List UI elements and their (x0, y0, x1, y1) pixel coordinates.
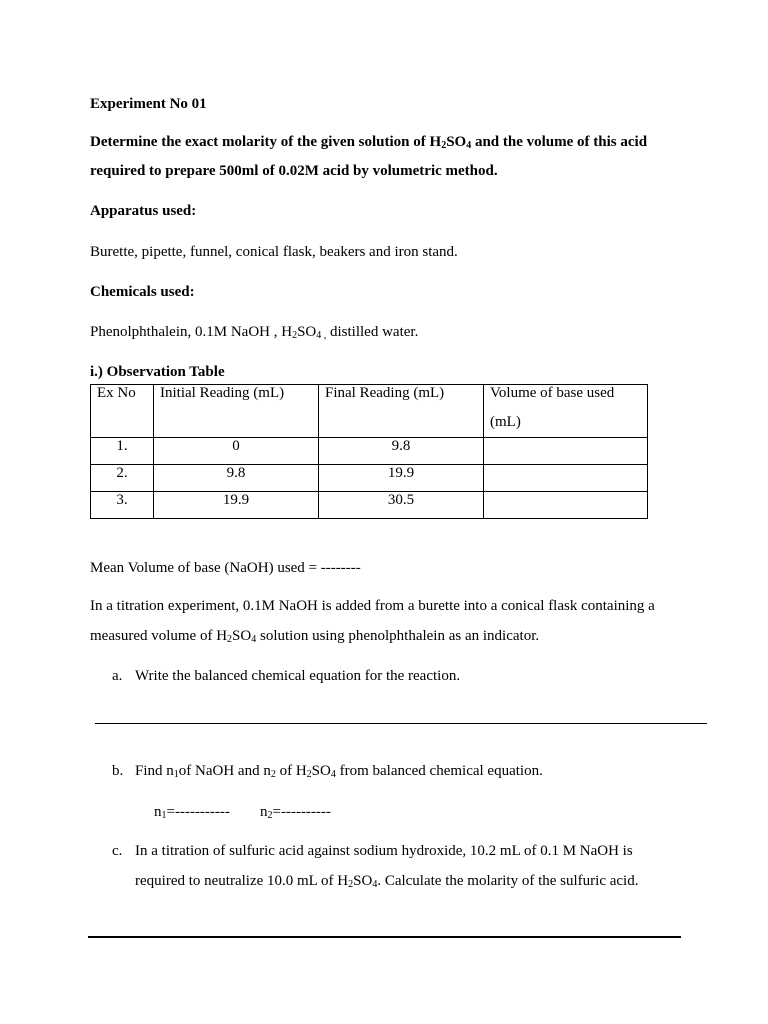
question-a-marker: a. (112, 668, 123, 684)
cell-final: 19.9 (319, 465, 484, 492)
cell-ex: 3. (91, 492, 154, 519)
question-c-line-1: In a titration of sulfuric acid against sodium hydroxide, 10.2 mL of 0.1 M NaOH is (135, 843, 633, 859)
column-header-initial-reading: Initial Reading (mL) (154, 385, 319, 438)
chemicals-text: Phenolphthalein, 0.1M NaOH , $H_2SO_{4 ,}$ distilled water. (90, 324, 419, 341)
table-header-row (91, 385, 648, 438)
answer-line-a (95, 723, 707, 724)
cell-final: 30.5 (319, 492, 484, 519)
n2-blank: $n_2=----------$ (260, 804, 331, 821)
chemicals-heading: Chemicals used: (90, 284, 195, 300)
column-header-final-reading: Final Reading (mL) (319, 385, 484, 438)
column-header-volume-used: Volume of base used (mL) (484, 385, 648, 438)
cell-initial: 9.8 (154, 465, 319, 492)
apparatus-heading: Apparatus used: (90, 203, 197, 219)
cell-ex: 2. (91, 465, 154, 492)
cell-volume[interactable] (484, 492, 648, 519)
cell-initial: 19.9 (154, 492, 319, 519)
cell-volume[interactable] (484, 465, 648, 492)
table-row (91, 438, 648, 465)
cell-ex: 1. (91, 438, 154, 465)
cell-volume[interactable] (484, 438, 648, 465)
apparatus-text: Burette, pipette, funnel, conical flask, beakers and iron stand. (90, 244, 458, 260)
answer-line-c (88, 936, 681, 938)
intro-line-1: In a titration experiment, 0.1M NaOH is added from a burette into a conical flask containing a (90, 598, 655, 614)
cell-initial: 0 (154, 438, 319, 465)
observation-table (90, 384, 648, 519)
aim-line-2: required to prepare 500ml of 0.02M acid by volumetric method. (90, 163, 498, 179)
question-c-line-2: required to neutralize 10.0 mL of $H_2SO_4$. Calculate the molarity of the sulfuric acid. (135, 873, 639, 890)
question-b-marker: b. (112, 763, 124, 779)
question-b-text: Find $n_1of$ NaOH and $n_2$ of $H_2SO_4$ from balanced chemical equation. (135, 763, 543, 780)
cell-final: 9.8 (319, 438, 484, 465)
table-row (91, 465, 648, 492)
mean-volume: Mean Volume of base (NaOH) used = -------- (90, 560, 361, 576)
question-a-text: Write the balanced chemical equation for the reaction. (135, 668, 461, 684)
column-header-ex-no: Ex No (91, 385, 154, 438)
question-c-marker: c. (112, 843, 123, 859)
n1-blank: $n_1=-----------$ (154, 804, 230, 821)
observation-heading: i.) Observation Table (90, 364, 225, 380)
aim-line-1: Determine the exact molarity of the given solution of $H_2SO_4$ and the volume of this acid (90, 134, 648, 151)
experiment-title: Experiment No 01 (90, 96, 207, 112)
intro-line-2: measured volume of $H_2SO_4$ solution using phenolphthalein as an indicator. (90, 628, 540, 645)
table-row (91, 492, 648, 519)
